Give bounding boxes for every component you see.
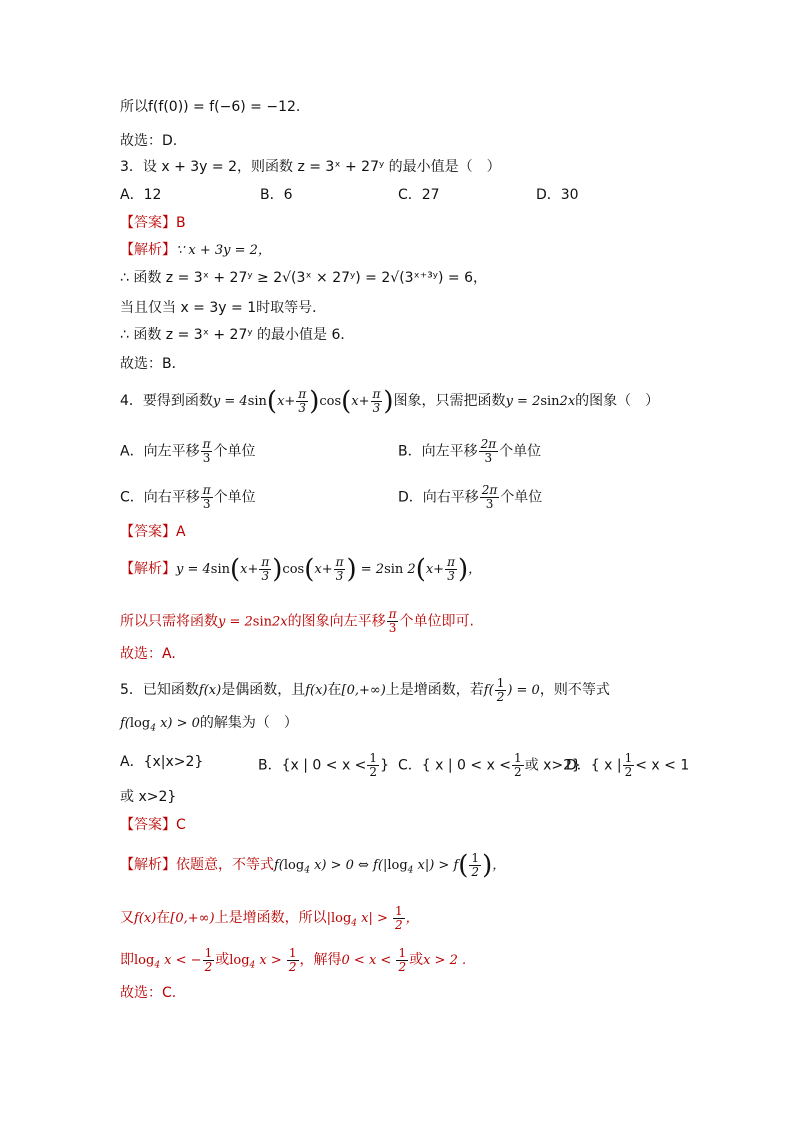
option-d-text: 或 x>2} — [120, 789, 177, 805]
select-text: 故选：A. — [120, 646, 176, 662]
explanation-text: ∵ x + 3y = 2， — [176, 243, 271, 258]
option-c-text: C．{ x | 0 < x < — [398, 757, 512, 774]
option-c — [398, 752, 581, 779]
formula: $|\log_4$ x| > $\frac{1}{2}$ ， — [326, 904, 419, 932]
option-a: A．12 — [120, 187, 162, 203]
formula: x > 2 . — [423, 953, 467, 968]
explanation-line: 又f(x)在[0,+∞)上是增函数，所以$|\log_4$ x| > $\frac{1}{2}$ ， — [120, 904, 419, 932]
answer-3 — [120, 213, 186, 233]
question-5-text: 上是增函数，若 — [385, 682, 484, 698]
option-c-suffix: 个单位 — [213, 489, 256, 506]
explanation-line — [120, 325, 354, 345]
option-c: C．27 — [398, 187, 440, 203]
explanation-text: 又 — [120, 910, 134, 926]
select-text: 故选：B． — [120, 356, 186, 372]
option-a: A．{x|x>2} — [120, 754, 204, 770]
option-d-suffix: 个单位 — [500, 489, 543, 506]
option-b-suffix: 个单位 — [499, 443, 542, 460]
option-b — [258, 752, 389, 779]
line-conclusion: 所以f(f(0)) = f(−6) = −12. — [120, 99, 301, 115]
explanation-text: 依题意，不等式 — [176, 857, 274, 873]
formula: f( $\frac{1}{2}$ ) = 0 — [483, 676, 540, 704]
answer-label: 【答案】 — [120, 524, 176, 540]
formula: $\log_4 x$ > $\frac{1}{2}$ — [229, 946, 297, 974]
option-d — [398, 484, 542, 511]
formula: $f(\log_4$ x) > 0 — [120, 716, 200, 734]
formula: $\log_4 x$ < − $\frac{1}{2}$ — [134, 946, 213, 974]
answer-4 — [120, 522, 186, 542]
fraction: $\frac{1}{2}$ — [369, 751, 378, 779]
formula: f(x) — [198, 683, 222, 698]
explanation-text: ∴ 函数 z = 3ˣ + 27ʸ ≥ 2√(3ˣ × 27ʸ) = 2√(3ˣ⁺³ʸ) = 6， — [120, 270, 487, 286]
fraction: $\frac{2\pi}{3}$ — [480, 437, 497, 465]
explanation-line — [120, 983, 176, 1003]
answer-5 — [120, 815, 186, 835]
option-d-suffix: < x < 1 — [635, 757, 690, 774]
explanation-3 — [120, 240, 271, 261]
select-text: 故选：C. — [120, 985, 177, 1001]
option-d-text: D．{ x | — [566, 757, 622, 774]
option-c-suffix: 或 x>2} — [524, 757, 581, 774]
answer-value: A — [176, 524, 186, 540]
option-c-text: C．向右平移 — [120, 489, 200, 506]
option-a — [120, 438, 255, 465]
question-4-post: 的图象（ ） — [575, 393, 660, 409]
answer-value: C — [176, 817, 186, 833]
question-3-text: 3．设 x + 3y = 2，则函数 z = 3ˣ + 27ʸ 的最小值是（ ） — [120, 159, 501, 175]
line-select: 故选：D. — [120, 133, 178, 149]
explanation-line — [120, 354, 186, 374]
text-line — [120, 97, 300, 117]
question-3 — [120, 157, 501, 177]
explanation-text: 当且仅当 x = 3y = 1时取等号． — [120, 300, 327, 316]
question-5-text: 5．已知函数 — [120, 682, 199, 698]
option-b-suffix: } — [380, 757, 389, 774]
answer-value: B — [176, 215, 186, 231]
explanation-line — [120, 268, 487, 288]
explanation-label: 【解析】 — [120, 242, 176, 258]
fraction: $\frac{\pi}{3}$ — [202, 437, 211, 465]
formula: [0,+∞) — [341, 683, 386, 698]
option-d: D．30 — [536, 187, 579, 203]
formula: f(x) — [305, 683, 328, 698]
option-b-text: B．向左平移 — [398, 443, 478, 460]
question-4 — [120, 388, 659, 415]
formula: [0,+∞) — [170, 911, 215, 926]
fraction: $\frac{1}{2}$ — [514, 751, 522, 779]
explanation-text: 所以只需将函数 — [120, 613, 218, 630]
formula: $f(\log_4$ x) > 0 ⇔ $f(|\log_4$ x|) > f( $\frac{1}{2}$ )， — [274, 850, 506, 881]
formula: y = 4sin(x+ $\frac{\pi}{3}$ )cos(x+ $\frac{\pi}{3}$ ) = 2sin 2(x+ $\frac{\pi}{3}$ )， — [176, 554, 482, 585]
formula: y = 4sin(x+ $\frac{\pi}{3}$ )cos(x+ $\frac{\pi}{3}$ ) — [212, 386, 394, 417]
option-d-text: D．向右平移 — [398, 489, 479, 506]
question-5-text: 的解集为（ ） — [199, 715, 298, 731]
explanation-text: 的图象向左平移 — [287, 613, 386, 630]
formula: y = 2sin2x — [218, 614, 288, 630]
option-d-continued — [120, 787, 176, 807]
question-5-text: ，则不等式 — [539, 682, 610, 698]
option-b-text: B．{x | 0 < x < — [258, 757, 367, 774]
answer-label: 【答案】 — [120, 215, 176, 231]
question-5-text: 是偶函数，且 — [221, 682, 306, 698]
option-b: B．6 — [260, 187, 293, 203]
option-a-suffix: 个单位 — [213, 443, 256, 460]
option-d — [566, 752, 689, 779]
question-4-mid: 图象，只需把函数 — [393, 393, 506, 409]
formula: y = 2sin2x — [505, 394, 576, 409]
text-line — [120, 131, 177, 151]
explanation-text: 个单位即可. — [399, 613, 474, 630]
fraction: $\frac{2\pi}{3}$ — [481, 483, 498, 511]
explanation-text: 即 — [120, 952, 134, 968]
question-5: 5．已知函数f(x)是偶函数，且f(x)在[0,+∞)上是增函数，若f( $\frac{1}{2}$ ) = 0，则不等式 — [120, 676, 610, 704]
option-a-text: A．向左平移 — [120, 443, 200, 460]
formula: f(x) — [134, 911, 157, 926]
fraction: $\frac{1}{2}$ — [624, 751, 633, 779]
explanation-line — [120, 644, 176, 664]
question-4-pre: 4．要得到函数 — [120, 393, 213, 409]
question-5-line-2 — [120, 713, 298, 739]
explanation-line — [120, 298, 326, 318]
fraction: $\frac{\pi}{3}$ — [388, 607, 397, 635]
answer-label: 【答案】 — [120, 817, 176, 833]
explanation-text: ，解得 — [299, 952, 342, 968]
option-b — [398, 438, 541, 465]
explanation-5 — [120, 852, 505, 881]
fraction: $\frac{\pi}{3}$ — [202, 483, 211, 511]
explanation-line — [120, 608, 474, 635]
formula: 0 < x < $\frac{1}{2}$ — [341, 946, 407, 974]
explanation-label: 【解析】 — [120, 561, 176, 577]
option-c — [120, 484, 256, 511]
explanation-text: 上是增函数，所以 — [214, 910, 327, 926]
explanation-text: ∴ 函数 z = 3ˣ + 27ʸ 的最小值是 6． — [120, 327, 355, 343]
explanation-label: 【解析】 — [120, 857, 176, 873]
explanation-4 — [120, 556, 481, 583]
explanation-line: 即$\log_4 x$ < − $\frac{1}{2}$ 或$\log_4 x$ > $\frac{1}{2}$ ，解得0 < x < $\frac{1}{2}$ 或x > 2 . — [120, 946, 467, 974]
